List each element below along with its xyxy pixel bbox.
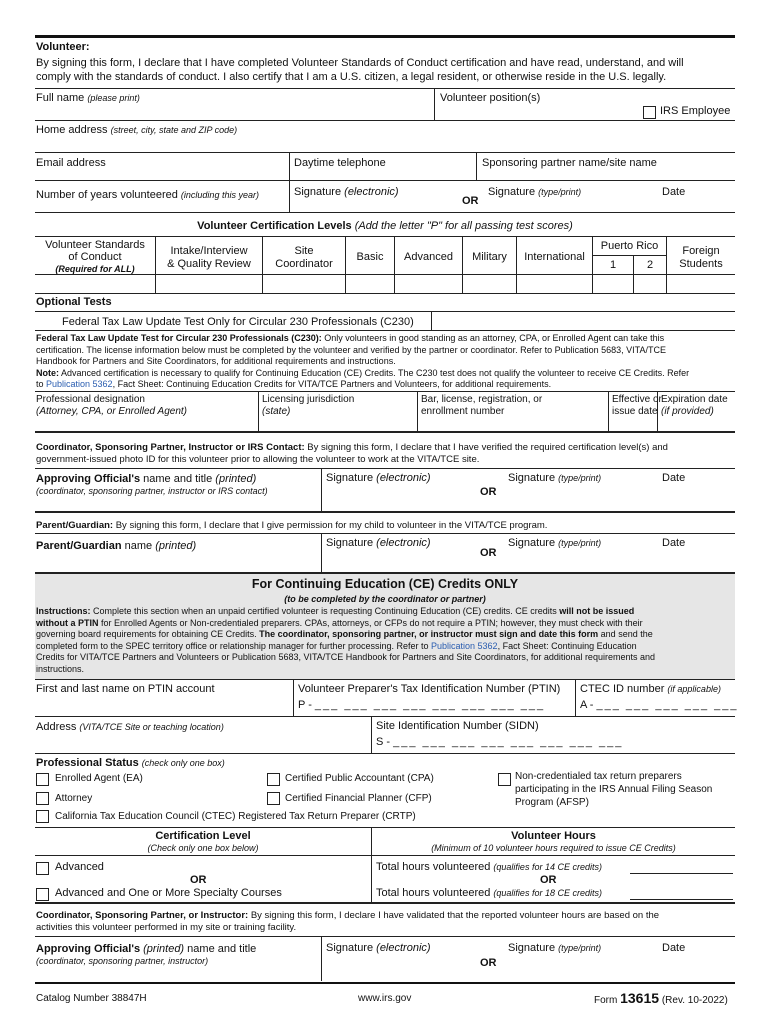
ce-subtitle: (to be completed by the coordinator or partner) [284,594,486,604]
divider [608,391,609,431]
volunteer-hours-hint: (Minimum of 10 volunteer hours required to issue CE Credits) [431,843,676,853]
total-hours-18-field [376,887,602,899]
coordinator-signature-type[interactable] [508,472,601,484]
signature-label: Signature [508,942,556,954]
coordinator-l2: government-issued photo ID for this volunteer prior to allowing the volunteer to work at the VITA/TCE site. [36,453,480,465]
footer-rule [35,982,735,984]
ce-signature-electronic[interactable] [326,942,431,954]
attorney-label: Attorney [55,793,93,804]
sidn-label: Site Identification Number (SIDN) [376,720,539,732]
non-credentialed-checkbox[interactable] [498,773,511,786]
col-foreign-students [667,245,735,271]
or-label: OR [480,547,497,559]
rule [35,753,735,754]
years-volunteered-hint: (including this year) [180,190,259,200]
rule [35,431,735,433]
total-hours-14-input[interactable] [630,873,733,874]
ce-appr-bold: Approving Official's [36,943,141,955]
form-number: 13615 [620,990,660,1006]
prof-desig-label: Professional designation [36,394,145,405]
volunteer-date-label[interactable]: Date [662,186,686,198]
parent-text: By signing this form, I declare that I give permission for my child to volunteer in the VITA/TCE program. [113,520,548,531]
or-label: OR [462,195,479,207]
rule [35,293,735,294]
c230-para-l2: certification. The license information below must be completed by the volunteer and verified by the partner or coordinator. Refer to Publication 5683, VITA/TCE [36,344,666,355]
instr-l6: instructions. [36,663,85,674]
noncred-l3: Program (AFSP) [515,797,589,808]
score-cell-military[interactable] [463,275,516,292]
approving-subtext: (coordinator, sponsoring partner, instructor or IRS contact) [36,486,268,496]
signature-label: Signature [326,472,374,484]
instr-l5: Credits for VITA/TCE Partners and Volunteers or Publication 5683, VITA/TCE Handbook for Partners and Site Coordinators, for additional requirements and [36,652,655,662]
ce-coordinator-declaration [36,910,736,933]
col-vsc-line1: Volunteer Standards [45,239,145,251]
col-vsc-line2: of Conduct [68,251,122,263]
ce-coord-bold: Coordinator, Sponsoring Partner, or Instructor: [36,910,249,921]
cfp-label: Certified Financial Planner (CFP) [285,793,432,804]
rule [35,936,735,937]
ctec-prefix: A - [580,699,594,711]
ctec-blanks: ___ ___ ___ ___ ___ [596,699,739,711]
rule [35,330,735,331]
crtp-label: California Tax Education Council (CTEC) Registered Tax Return Preparer (CRTP) [55,811,416,822]
note-l2a: to [36,379,47,389]
full-name-label: Full name [36,92,85,104]
score-cell-site[interactable] [263,275,345,292]
signature-label: Signature [326,942,374,954]
volunteer-hours-heading: Volunteer Hours [511,830,596,842]
total-14-label: Total hours volunteered [376,861,491,873]
rule [35,679,735,680]
cert-levels-title-hint: (Add the letter "P" for all passing test scores) [354,220,573,232]
rule [35,902,735,904]
signature-hint: (electronic) [376,942,431,954]
cfp-checkbox[interactable] [267,792,280,805]
years-volunteered-label: Number of years volunteered [36,189,178,201]
divider [575,679,576,716]
col-international: International [524,251,585,263]
divider [321,468,322,511]
col-site-line1: Site [294,245,314,257]
irs-website: www.irs.gov [358,993,412,1004]
bar-label-2: enrollment number [421,406,505,417]
advanced-specialty-checkbox[interactable] [36,888,49,901]
instr-l3-bold: The coordinator, sponsoring partner, or instructor must sign and date this form [259,629,599,639]
effective-label: Effective or [612,394,662,405]
ptin-input[interactable] [298,699,545,711]
c230-para-l1: Only volunteers in good standing as an attorney, CPA, or Enrolled Agent can take this [321,333,665,343]
parent-name-rest: name [121,540,156,552]
note-bold: Note: [36,367,59,378]
col-volunteer-standards [36,239,154,275]
noncred-l2: participating in the IRS Annual Filing Season [515,784,713,795]
ce-coord-l1: By signing this form, I declare I have validated that the reported volunteer hours are based on the [248,910,660,921]
catalog-number: Catalog Number 38847H [36,993,147,1004]
signature-hint: (type/print) [558,943,602,953]
divider [321,533,322,572]
signature-hint: (electronic) [344,186,399,198]
prof-desig-hint: (Attorney, CPA, or Enrolled Agent) [36,406,187,417]
approving-hint: (printed) [215,473,257,485]
col-military: Military [472,251,507,263]
rule [592,255,666,256]
ce-coord-l2: activities this volunteer performed in my site or training facility. [36,921,297,933]
noncred-l1: Non-credentialed tax return preparers [515,771,682,782]
score-cell-foreign[interactable] [667,275,735,292]
note-l1: Advanced certification is necessary to qualify for Continuing Education (CE) Credits. The C230 test does not qualify the volunteer to receive CE Credits. Refer [59,367,690,378]
col-intake-interview [156,245,262,271]
instr-l2: for Enrolled Agents or Non-credentialed preparers. CPAs, attorneys, or CFPs do not require a PTIN; however, they must check with their [98,617,643,628]
top-rule [35,35,735,38]
instr-l4b: , Fact Sheet: Continuing Education [497,640,637,651]
parent-bold: Parent/Guardian: [36,520,114,531]
or-label: OR [190,874,207,886]
attorney-checkbox[interactable] [36,792,49,805]
expiration-label: Expiration date [661,394,728,405]
expiration-hint: (if provided) [661,406,714,417]
divider [371,716,372,753]
volunteer-signature-type[interactable] [488,186,581,198]
divider [258,391,259,431]
col-foreign-line2: Students [679,258,723,270]
form-identifier [594,990,728,1006]
c230-test-label: Federal Tax Law Update Test Only for Circular 230 Professionals (C230) [62,316,414,328]
cert-levels-title-text: Volunteer Certification Levels [197,220,352,232]
approving-rest: name and title [140,473,216,485]
irs-employee-label: IRS Employee [660,105,731,117]
ce-title: For Continuing Education (CE) Credits ONLY [251,577,519,591]
ce-address-field[interactable] [36,721,224,733]
volunteer-signature-electronic[interactable] [294,186,399,198]
parent-name-hint: (printed) [155,540,197,552]
full-name-hint: (please print) [87,93,140,103]
daytime-telephone-label[interactable]: Daytime telephone [294,157,386,169]
expiration-date-field[interactable] [661,394,728,418]
years-volunteered-field[interactable] [36,189,259,201]
advanced-label: Advanced [55,861,104,873]
instr-bold: Instructions: [36,606,91,616]
non-credentialed-label [515,770,712,809]
instr-l3-c: and send the [598,629,653,639]
col-vsc-required: (Required for ALL) [55,264,135,274]
ctec-field-label [580,683,721,695]
volunteer-declaration-line2: comply with the standards of conduct. I also certify that I am a U.S. citizen, a legal resident, or otherwise reside in the U.S. legally. [36,71,667,83]
sidn-input[interactable] [376,736,623,748]
c230-para-l3: Handbook for Partners and Site Coordinators, for additional requirements and instructions. [36,356,396,366]
ptin-prefix: P - [298,699,312,711]
col-foreign-line1: Foreign [682,245,720,257]
prof-status-hint: (check only one box) [141,758,225,768]
col-site-coordinator [263,245,345,271]
signature-label: Signature [294,186,342,198]
rule [35,855,735,856]
bar-license-field[interactable] [421,394,542,418]
rule [35,236,735,237]
rule [35,827,735,828]
c230-para-bold: Federal Tax Law Update Test for Circular 230 Professionals (C230): [36,333,322,343]
coordinator-l1: By signing this form, I declare that I have verified the required certification level(s) and [304,442,668,453]
licensing-jurisdiction-field[interactable] [262,394,354,418]
col-puerto-rico-2: 2 [646,259,654,271]
divider [293,679,294,716]
ctec-hint: (if applicable) [667,684,721,694]
or-label: OR [480,957,497,969]
ce-appr-rest: name and title [184,943,257,955]
ce-appr-hint: (printed) [140,943,185,955]
bar-label: Bar, license, registration, or [421,394,543,405]
ce-approving-official-field[interactable] [36,943,256,955]
approving-official-field[interactable] [36,473,256,485]
rule [35,533,735,534]
crtp-checkbox[interactable] [36,810,49,823]
ce-address-hint: (VITA/TCE Site or teaching location) [79,722,224,732]
email-address-label[interactable]: Email address [36,157,106,169]
instr-l3: governing board requirements for obtaining CE Credits. [36,629,260,639]
optional-tests-heading: Optional Tests [36,296,112,308]
ce-address-label: Address [36,721,77,733]
home-address-field[interactable] [36,124,237,136]
score-cell-pr1[interactable] [593,275,633,292]
cpa-label: Certified Public Accountant (CPA) [285,773,434,784]
rule [35,180,735,181]
total-14-hint: (qualifies for 14 CE credits) [493,862,602,872]
publication-5362-link[interactable]: Publication 5362 [431,640,498,651]
sponsoring-partner-label[interactable]: Sponsoring partner name/site name [482,157,657,169]
sidn-blanks: ___ ___ ___ ___ ___ ___ ___ ___ [393,736,624,748]
ptin-name-label[interactable]: First and last name on PTIN account [36,683,215,695]
parent-name-field[interactable] [36,540,196,552]
cert-level-heading: Certification Level [155,830,251,842]
total-hours-18-input[interactable] [630,899,733,900]
ptin-label: Volunteer Preparer's Tax Identification Number (PTIN) [298,683,561,695]
advanced-checkbox[interactable] [36,862,49,875]
publication-5362-link[interactable]: Publication 5362 [46,379,113,389]
cert-levels-title [35,220,735,232]
irs-employee-checkbox[interactable] [643,106,656,119]
parent-declaration [36,520,547,531]
total-hours-14-field [376,861,602,873]
c230-score-cell[interactable] [432,312,735,330]
rule [35,511,735,513]
effective-label-2: issue date [612,406,658,417]
ce-instructions [36,606,736,675]
rule [35,212,735,213]
instr-l1: Complete this section when an unpaid certified volunteer is requesting Continuing Education (CE) credits. CE credits [90,606,560,616]
parent-signature-electronic[interactable] [326,537,431,549]
instr-l2-bold: without a PTIN [36,617,99,628]
divider [289,152,290,212]
coordinator-date-label[interactable]: Date [662,472,686,484]
signature-hint: (type/print) [558,538,602,548]
signature-hint: (type/print) [558,473,602,483]
col-site-line2: Coordinator [275,258,333,270]
col-intake-line1: Intake/Interview [170,245,248,257]
effective-date-field[interactable] [612,394,662,418]
total-18-label: Total hours volunteered [376,887,491,899]
instr-l4a: completed form to the SPEC territory office or relationship manager for further processing. Refer to [36,640,432,651]
col-puerto-rico: Puerto Rico [600,240,659,252]
ce-signature-type[interactable] [508,942,601,954]
ce-date-label[interactable]: Date [662,942,686,954]
professional-designation-field[interactable] [36,394,187,418]
rule [35,120,735,121]
col-puerto-rico-1: 1 [609,259,617,271]
total-18-hint: (qualifies for 18 CE credits) [493,888,602,898]
licensing-label: Licensing jurisdiction [262,394,355,405]
signature-hint: (electronic) [376,472,431,484]
instr-l1-bold2: will not be issued [559,606,635,616]
divider [417,391,418,431]
advanced-specialty-label: Advanced and One or More Specialty Courses [55,887,282,899]
cpa-checkbox[interactable] [267,773,280,786]
ptin-blanks: ___ ___ ___ ___ ___ ___ ___ ___ [314,699,546,711]
divider [476,152,477,180]
volunteer-declaration-line1: By signing this form, I declare that I have completed Volunteer Standards of Conduct certification and have read, understand, and will [36,57,684,69]
score-cell-international[interactable] [517,275,592,292]
volunteer-position-label[interactable]: Volunteer position(s) [440,92,541,104]
prof-status-label: Professional Status [36,757,139,769]
licensing-hint: (state) [262,406,291,417]
signature-hint: (type/print) [538,187,582,197]
rule [35,88,735,89]
col-basic: Basic [356,251,384,263]
sidn-prefix: S - [376,736,391,748]
ce-approving-subtext: (coordinator, sponsoring partner, instructor) [36,956,209,966]
score-cell-advanced[interactable] [395,275,462,292]
col-intake-line2: & Quality Review [167,258,251,270]
signature-label: Signature [488,186,536,198]
home-address-label: Home address [36,124,108,136]
or-label: OR [540,874,557,886]
signature-label: Signature [508,472,556,484]
score-cell-vsc[interactable] [36,275,155,292]
professional-status-heading [36,757,225,769]
signature-label: Signature [326,537,374,549]
ctec-label: CTEC ID number [580,683,665,695]
divider [434,88,435,120]
rule [35,391,735,392]
or-label: OR [480,486,497,498]
approving-bold: Approving Official's [36,473,141,485]
enrolled-agent-label: Enrolled Agent (EA) [55,773,143,784]
coordinator-signature-electronic[interactable] [326,472,431,484]
divider [321,936,322,981]
note-l2b: , Fact Sheet: Continuing Education Credits for VITA/TCE Partners and Volunteers, for additional requirements. [112,379,552,389]
score-cell-intake[interactable] [156,275,262,292]
coordinator-declaration [36,442,736,465]
home-address-hint: (street, city, state and ZIP code) [110,125,238,135]
rule [35,468,735,469]
form-revision: (Rev. 10-2022) [659,995,728,1006]
ctec-input[interactable] [580,699,739,711]
parent-name-bold: Parent/Guardian [36,540,122,552]
rule [35,152,735,153]
form-prefix: Form [594,995,621,1006]
score-cell-basic[interactable] [346,275,394,292]
coordinator-bold: Coordinator, Sponsoring Partner, Instructor or IRS Contact: [36,442,305,453]
parent-signature-type[interactable] [508,537,601,549]
parent-date-label[interactable]: Date [662,537,686,549]
signature-label: Signature [508,537,556,549]
signature-hint: (electronic) [376,537,431,549]
cert-level-hint: (Check only one box below) [147,843,259,853]
c230-paragraph [36,333,736,391]
volunteer-heading: Volunteer: [36,41,90,53]
score-cell-pr2[interactable] [634,275,666,292]
full-name-field[interactable] [36,92,140,104]
col-advanced: Advanced [404,251,453,263]
rule [35,716,735,717]
enrolled-agent-checkbox[interactable] [36,773,49,786]
